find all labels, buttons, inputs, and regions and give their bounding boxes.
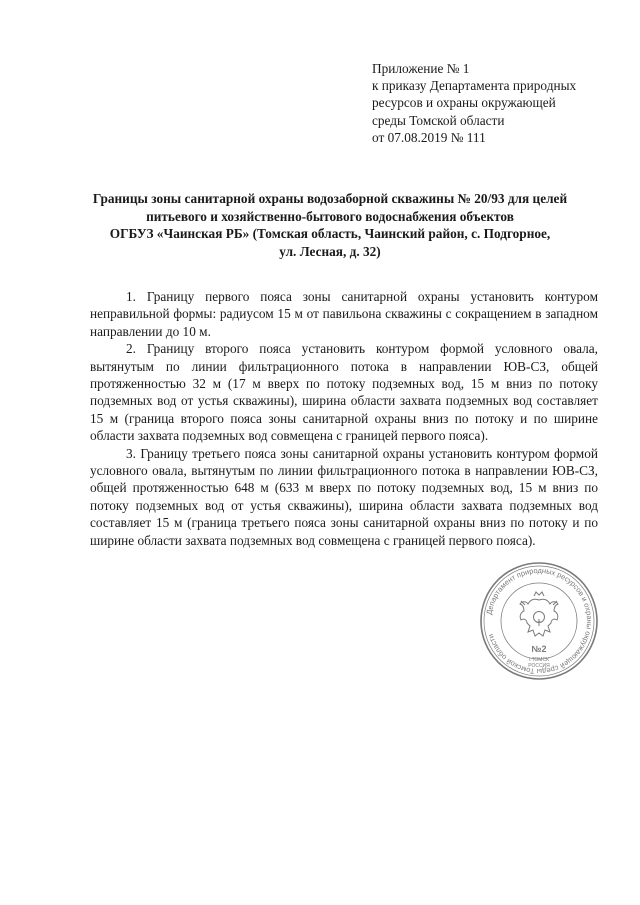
title-line: ул. Лесная, д. 32) <box>279 243 381 259</box>
appendix-block <box>372 60 612 146</box>
paragraph-second-zone: 2. Границу второго пояса установить контуром формой условного овала, вытянутым по линии фильтрационного потока в направлении ЮВ-СЗ, общей протяженностью 32 м (17 м вверх по потоку подземных вод, 15 м вниз по потоку подземных вод от устья скважины), ширина области захвата подземных вод составляет 15 м (граница второго пояса зоны санитарной охраны вниз по потоку и по ширине области захвата подземных вод совмещена с границей первого пояса). <box>90 341 598 444</box>
appendix-line: среды Томской области <box>372 112 505 128</box>
title-line: Границы зоны санитарной охраны водозаборной скважины № 20/93 для целей <box>92 191 568 206</box>
paragraph-first-zone: 1. Границу первого пояса зоны санитарной охраны установить контуром неправильной формы: радиусом 15 м от павильона скважины с сокращением в западном направлении до 10 м. <box>90 289 598 339</box>
title-line: питьевого и хозяйственно-бытового водоснабжения объектов <box>146 208 514 224</box>
seal-country: РОССИЯ <box>528 663 550 669</box>
official-seal <box>478 560 600 682</box>
appendix-line: от 07.08.2019 № 111 <box>372 129 486 145</box>
seal-city: г.ТОМСК <box>528 657 550 663</box>
paragraph-third-zone: 3. Границу третьего пояса зоны санитарной охраны установить контуром формой условного овала, вытянутым по линии фильтрационного потока в направлении ЮВ-СЗ, общей протяженностью 648 м (633 м вверх по потоку подземных вод, 15 м вниз по потоку подземных вод от устья скважины), ширина области захвата подземных вод составляет 15 м (граница третьего пояса зоны санитарной охраны вниз по потоку и по ширине области захвата подземных вод совмещена с границей первого пояса). <box>90 445 598 548</box>
appendix-line: Приложение № 1 <box>372 61 470 76</box>
appendix-line: ресурсов и охраны окружающей <box>372 95 556 111</box>
document-title <box>90 190 570 260</box>
eagle-emblem-icon <box>520 592 558 636</box>
seal-ring-text: Департамент природных ресурсов и охраны окружающей среды Томской области <box>484 565 595 677</box>
title-line: ОГБУЗ «Чаинская РБ» (Томская область, Чаинский район, с. Подгорное, <box>109 226 551 242</box>
appendix-line: к приказу Департамента природных <box>372 78 577 94</box>
seal-number: №2 <box>531 644 547 654</box>
document-body <box>90 288 598 549</box>
